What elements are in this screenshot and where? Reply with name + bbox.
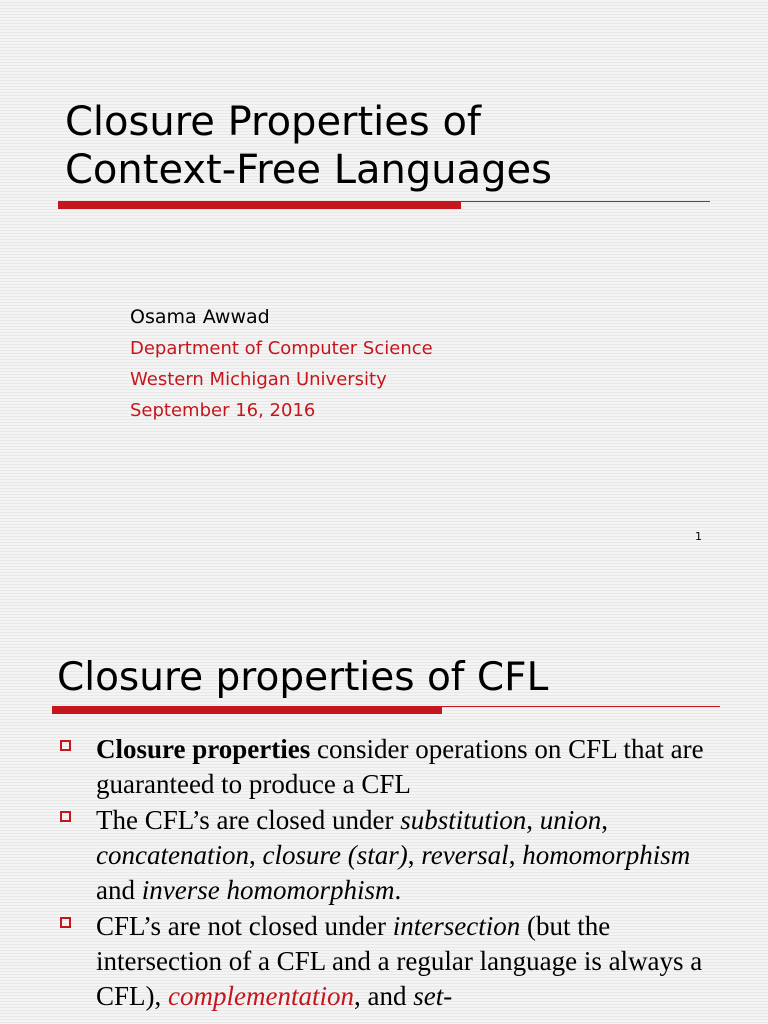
presentation-date: September 16, 2016 [130,400,316,421]
term-concatenation: concatenation [96,840,249,870]
bullet-text: The CFL’s are closed under [96,805,401,835]
bullet-item-not-closed [58,909,728,1014]
title-underline-thick [58,201,461,209]
period: . [394,875,402,905]
square-bullet-icon [60,917,71,928]
conjunction: , and [353,981,414,1011]
term-inverse-homomorphism: inverse homomorphism [141,875,395,905]
separator: , [526,805,540,835]
page-number: 1 [695,530,702,543]
title-underline-thick [52,706,442,714]
slide-1-title [65,98,552,194]
square-bullet-icon [60,740,71,751]
bullet-text: (but the intersection of a CFL and a regular language is always a CFL), [96,911,703,1011]
term-complementation: complementation [168,981,354,1011]
separator: , [601,805,608,835]
term-set-difference: set- [413,981,453,1011]
term-homomorphism: homomorphism [522,840,691,870]
slide-2-title: Closure properties of CFL [57,655,549,700]
bullet-text: consider operations on CFL that are guaranteed to produce a CFL [96,734,704,799]
title-line-2: Context-Free Languages [65,147,552,193]
bullet-text: CFL’s are not closed under [96,911,393,941]
square-bullet-icon [60,811,71,822]
separator: , [248,840,263,870]
bold-term: Closure properties [96,734,311,764]
term-intersection: intersection [392,911,521,941]
title-line-1: Closure Properties of [65,99,482,145]
university: Western Michigan University [130,369,387,390]
separator: , [407,840,422,870]
department: Department of Computer Science [130,338,433,359]
conjunction: and [96,875,142,905]
bullet-list [58,732,728,1015]
term-union: union [539,805,602,835]
term-reversal: reversal [421,840,509,870]
author-name: Osama Awwad [130,306,270,328]
bullet-item-closed-under [58,803,728,908]
term-substitution: substitution [400,805,527,835]
slide-2 [0,586,768,1024]
bullet-item-closure-properties [58,732,728,802]
separator: , [508,840,523,870]
term-closure: closure (star) [262,840,408,870]
